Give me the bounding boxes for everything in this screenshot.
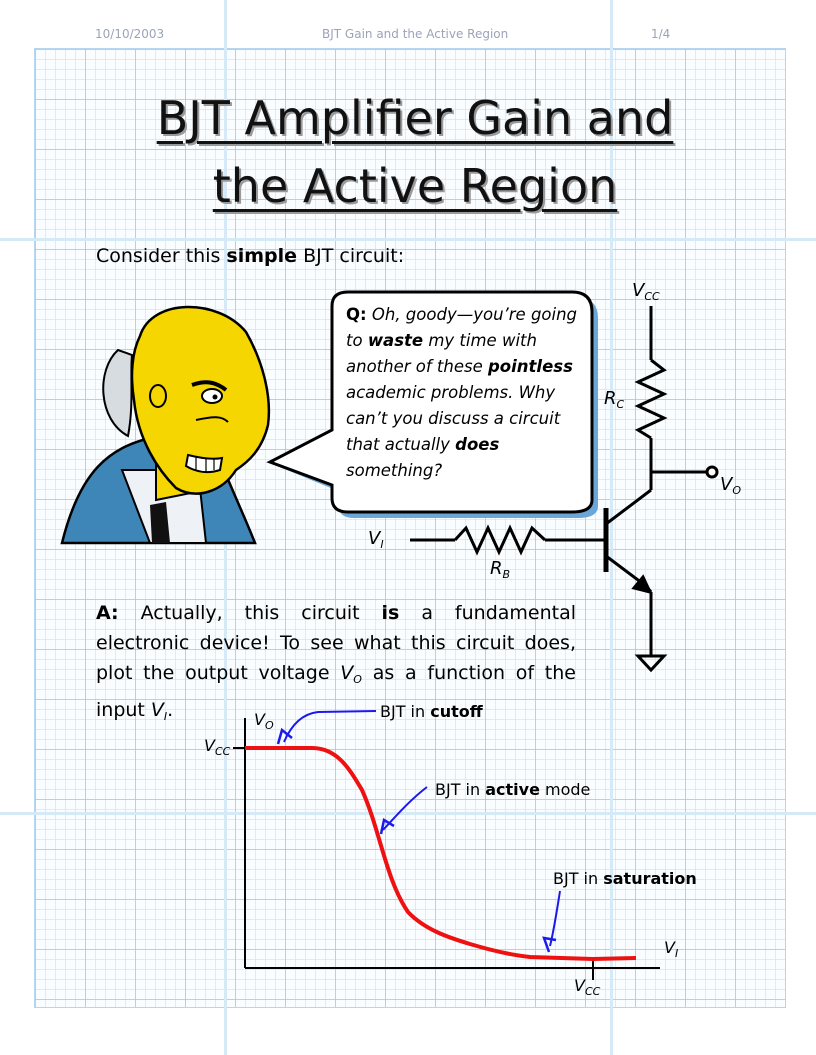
vo-label: $V_O$ — [720, 474, 741, 497]
rb-label: $R_B$ — [490, 558, 511, 581]
answer-vi: $V_I$ — [150, 699, 168, 723]
bubble-text-4: something? — [346, 461, 443, 480]
rc-label: $R_C$ — [604, 388, 625, 411]
answer-vo: $V_O$ — [340, 662, 362, 686]
bubble-text-1: Oh, goody—you’re going to — [346, 305, 578, 350]
collector-lead — [606, 490, 651, 524]
answer-paragraph — [96, 598, 576, 732]
title-line-1: BJT Amplifier Gain and — [156, 91, 674, 145]
rc-resistor — [638, 360, 664, 438]
answer-text-1: Actually, this circuit — [118, 602, 382, 624]
plot-vcc-x-tick-label: $V_{CC}$ — [574, 976, 601, 998]
saturation-annotation: BJT in saturation — [553, 869, 697, 888]
speech-bubble-text — [346, 302, 580, 484]
answer-text-2: a fundamental electronic device! To see what this circuit does, plot the output voltage — [96, 602, 577, 684]
bubble-text-3: academic problems. Why can’t you discuss a circuit that actually — [346, 383, 561, 454]
bubble-text-2: my time with another of these — [346, 331, 537, 376]
plot-x-axis-label: $V_I$ — [664, 938, 679, 960]
active-annotation: BJT in active mode — [435, 780, 591, 799]
bubble-bold-3: does — [455, 435, 500, 454]
header-page-number: 1/4 — [651, 27, 671, 41]
plot-vcc-y-tick-label: $V_{CC}$ — [204, 736, 231, 758]
vcc-label: $V_{CC}$ — [632, 280, 660, 303]
answer-text-4: . — [167, 699, 174, 721]
ground-symbol — [638, 656, 664, 670]
intro-pre: Consider this — [96, 245, 227, 267]
header-date: 10/10/2003 — [95, 27, 165, 41]
answer-a-label: A: — [96, 602, 119, 624]
answer-text-3: as a function of the input — [96, 662, 576, 721]
transfer-characteristic-plot — [233, 711, 660, 980]
bubble-bold-1: waste — [367, 331, 424, 350]
header-doc-title: BJT Gain and the Active Region — [322, 27, 509, 41]
saturation-arrow — [550, 891, 560, 946]
answer-bold-1: is — [381, 602, 400, 624]
intro-bold: simple — [226, 245, 298, 267]
cutoff-annotation: BJT in cutoff — [380, 702, 483, 721]
rb-resistor — [455, 528, 545, 552]
intro-post: BJT circuit: — [297, 245, 405, 267]
vi-label: $V_I$ — [368, 528, 384, 551]
title-line-2: the Active Region — [212, 159, 618, 213]
cartoon-character-illustration — [62, 307, 269, 543]
plot-y-axis-label: $V_O$ — [254, 710, 274, 732]
bubble-bold-2: pointless — [488, 357, 573, 376]
bubble-q-label: Q: — [346, 305, 367, 324]
output-terminal — [707, 467, 717, 477]
